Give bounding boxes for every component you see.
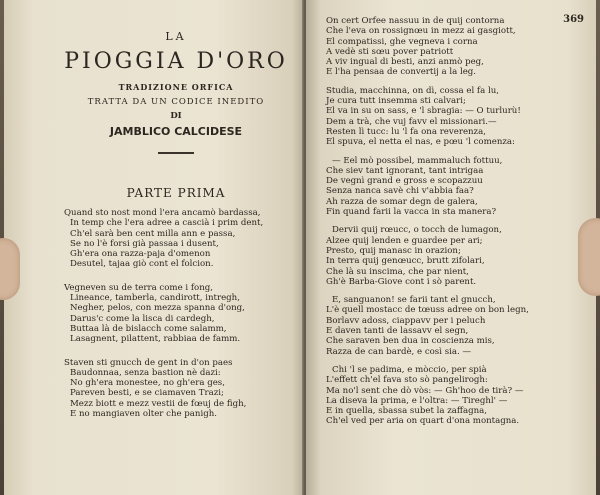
stanza-2 — [64, 283, 288, 345]
verse-line: Razza de can bardè, e così sia. — — [326, 346, 472, 357]
verse-line: L'effett ch'el fava sto sò pangelirogh: — [326, 375, 488, 386]
open-book — [4, 0, 596, 495]
verse-line: Buttaa là de bislacch come salamm, — [70, 323, 227, 334]
stanza-4 — [326, 16, 586, 78]
verse-line: Che l'eva on rossignœu in mezz ai gasgiott, — [326, 26, 516, 37]
verse-line: El spuva, el netta el nas, e pœu 'l comenza: — [326, 137, 515, 148]
subtitle-codice: TRATTA DA UN CODICE INEDITO — [87, 97, 265, 107]
stanza-8 — [326, 295, 586, 357]
stanza-3 — [64, 358, 288, 420]
verse-line: Dervii quij rœucc, o tocch de lumagon, — [332, 225, 502, 236]
verse-line: A viv ingual di besti, anzi anmò peg, — [326, 57, 484, 68]
page-title: PIOGGIA D'ORO — [64, 49, 288, 74]
verse-line: Ch'el ved per aria on quart d'ona montagna. — [326, 416, 520, 427]
verse-line: E, sanguanon! se farii tant el gnucch, — [332, 295, 496, 306]
verse-line: Quand sto nost mond l'era ancamò bardassa, — [64, 208, 261, 218]
verse-line: Darus'c come la lisca di cardegh, — [70, 313, 215, 324]
verse-line: Gh'è Barba-Giove cont i sò parent. — [326, 276, 477, 287]
right-thumb — [578, 218, 600, 296]
verse-line: Alzee quij lenden e guardee per ari; — [326, 235, 483, 246]
verse-line: No gh'era monestee, no gh'era ges, — [70, 378, 225, 389]
verse-line: Gh'era ona razza-paja d'omenon — [70, 249, 211, 260]
part-heading: PARTE PRIMA — [126, 186, 226, 200]
title-divider — [158, 152, 194, 154]
verse-line: Se no l'è forsi già passaa i dusent, — [70, 238, 219, 249]
verse-line: Negher, pelos, con mezza spanna d'ong, — [70, 303, 245, 314]
verse-line: Vegneven su de terra come i fong, — [64, 282, 213, 293]
verse-line: Baudonnaa, senza bastion nè dazi: — [70, 367, 221, 378]
left-thumb — [0, 238, 20, 300]
verse-line: Chi 'l se padima, e mòccio, per spià — [332, 364, 487, 375]
verse-line: Desutel, tajaa giò cont el folcion. — [70, 259, 214, 270]
page-number: 369 — [563, 14, 584, 25]
verse-line: Pareven besti, e se ciamaven Trazi; — [70, 388, 224, 399]
verse-line: Studia, macchinna, on dì, cossa el fa lu, — [326, 85, 499, 96]
verse-line: Borlavv adoss, ciappavv per i peluch — [326, 315, 486, 326]
verse-line: Senza nanca savè chi v'abbia faa? — [326, 186, 474, 197]
verse-line: A vedè sti sœu pover patriott — [326, 46, 454, 57]
verse-line: Mezz biott e mezz vestii de fœuj de figh, — [70, 398, 247, 409]
verse-line: E no mangiaven olter che panigh. — [70, 409, 217, 420]
verse-line: Je cura tutt insemma sti calvari; — [326, 96, 466, 107]
verse-line: Ma no'l sent che dò vòs: — Gh'hoo de tirà? — — [326, 385, 524, 396]
verse-line: L'è quell mostacc de tœuss adree on bon legn, — [326, 305, 529, 316]
verse-line: Ah razza de somar degn de galera, — [326, 196, 478, 207]
verse-line: Dem a trà, che vuj favv el missionari.— — [326, 116, 497, 127]
verse-line: Lasagnent, pilattent, rabbiaa de famm. — [70, 334, 241, 345]
verse-line: On cert Orfee nassuu in de quij contorna — [326, 16, 505, 26]
byline-di: DI — [170, 111, 182, 121]
verse-line: El va in su on sass, e 'l sbragia: — O turlurù! — [326, 106, 521, 117]
verse-line: De vegnì grand e gross e scopazzuu — [326, 176, 483, 187]
verse-line: Ch'el sarà ben cent milla ann e passa, — [70, 228, 236, 239]
stanza-5 — [326, 86, 586, 148]
verse-line: Presto, quij manasc in orazion; — [326, 245, 461, 256]
subtitle-orfica: TRADIZIONE ORFICA — [118, 82, 234, 92]
stanza-6 — [326, 156, 586, 218]
verse-line: Staven sti gnucch de gent in d'on paes — [64, 357, 233, 368]
verse-line: E daven tanti de lassavv el segn, — [326, 326, 469, 337]
header-la: LA — [165, 30, 187, 43]
verse-line: Che siev tant ignorant, tant intrigaa — [326, 165, 484, 176]
verse-line: Lineance, tamberla, candirott, intregh, — [70, 293, 240, 304]
stanza-7 — [326, 225, 586, 287]
verse-line: Che là su inscima, che par nient, — [326, 266, 469, 277]
stanza-1 — [64, 208, 288, 270]
verse-line: E in quella, sbassa subet la zaffagna, — [326, 406, 488, 417]
left-page — [4, 0, 304, 495]
verse-line: Resten lì tucc: lu 'l fa ona reverenza, — [326, 126, 486, 137]
verse-line: — Eel mò possibel, mammaluch fottuu, — [332, 155, 503, 166]
right-page — [306, 0, 596, 495]
author-name: JAMBLICO CALCIDESE — [109, 125, 243, 138]
verse-line: Che saraven ben dua in coscienza mis, — [326, 336, 495, 347]
verse-line: El compatissi, ghe vegneva i corna — [326, 36, 478, 47]
verse-line: In terra quij genœucc, brutt zifolari, — [326, 256, 485, 267]
verse-line: In temp che l'era adree a cascià i prim dent, — [70, 218, 264, 229]
stanza-9 — [326, 365, 586, 427]
verse-line: La diseva la prima, e l'oltra: — Tireghl' — — [326, 395, 508, 406]
verse-line: E l'ha pensaa de convertij a la leg. — [326, 67, 477, 78]
verse-line: Fin quand farii la vacca in sta manera? — [326, 207, 497, 218]
